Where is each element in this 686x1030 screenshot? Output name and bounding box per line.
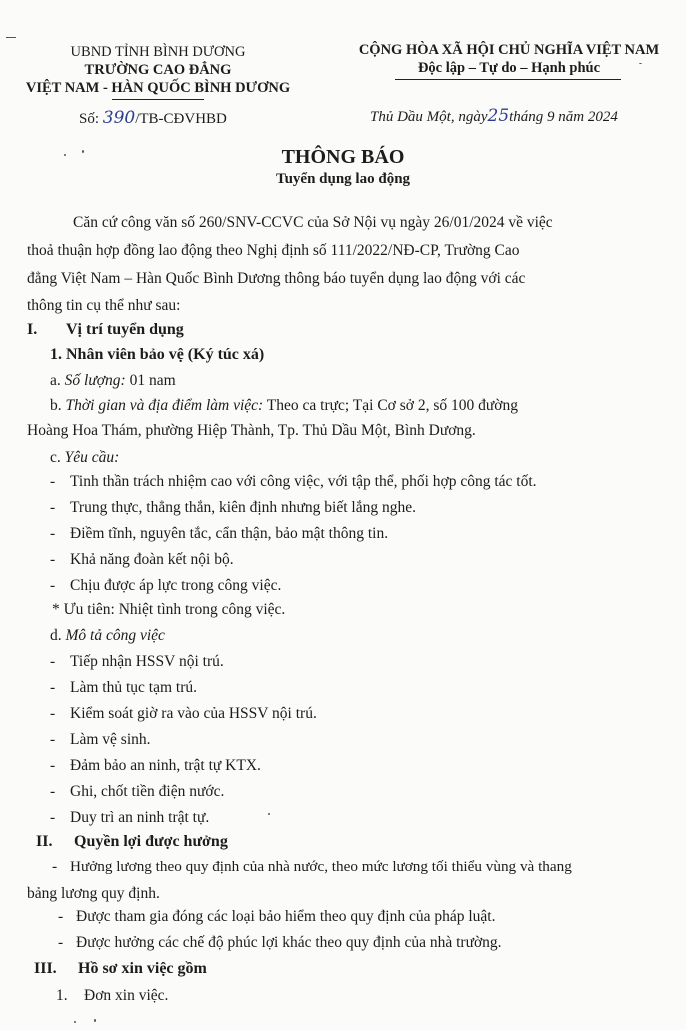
section-3-title: Hồ sơ xin việc gồm [78,960,207,977]
duty-item: Ghi, chốt tiền điện nước. [70,783,225,800]
duty-dash: - [50,757,56,774]
scan-speck [94,1019,96,1022]
duty-dash: - [50,679,56,696]
duty-dash: - [50,809,56,826]
benefit-item-1: Hưởng lương theo quy định của nhà nước, theo mức lương tối thiểu vùng và thang [70,858,572,875]
scan-speck [82,150,84,153]
document-item-1: Đơn xin việc. [84,987,169,1004]
section-1-number: I. [27,321,38,338]
benefit-dash: - [58,908,64,925]
scan-speck [64,154,66,156]
national-motto: Độc lập – Tự do – Hạnh phúc [417,60,601,76]
job-description-key: Mô tả công việc [65,627,165,644]
duty-item: Kiểm soát giờ ra vào của HSSV nội trú. [70,705,317,722]
page-subtitle: Tuyển dụng lao động [275,171,411,187]
work-time-key: Thời gian và địa điểm làm việc: [65,397,264,414]
handwritten-number: 390 [102,108,136,128]
requirement-dash: - [50,577,56,594]
agency-name: UBND TỈNH BÌNH DƯƠNG [70,44,246,60]
requirement-item: Tinh thần trách nhiệm cao với công việc, với tập thể, phối hợp công tác tốt. [70,473,537,490]
duty-item: Đảm bảo an ninh, trật tự KTX. [70,757,261,774]
position-title: 1. Nhân viên bảo vệ (Ký túc xá) [50,346,265,363]
work-time-row [50,396,518,416]
work-time-value: Theo ca trực; Tại Cơ sở 2, số 100 đường [266,397,518,414]
requirements-heading [50,448,119,468]
section-3-number: III. [34,960,57,977]
handwritten-day: 25 [487,106,510,126]
page-title: THÔNG BÁO [281,146,405,168]
intro-line-1: Căn cứ công văn số 260/SNV-CCVC của Sở Nội vụ ngày 26/01/2024 về việc [73,214,553,231]
section-1-title: Vị trí tuyển dụng [66,321,184,338]
quantity-key: Số lượng: [64,372,126,389]
duty-item: Làm thủ tục tạm trú. [70,679,197,696]
school-name-line2: VIỆT NAM - HÀN QUỐC BÌNH DƯƠNG [25,80,291,96]
work-time-label: b. [50,397,62,414]
duty-dash: - [50,731,56,748]
requirements-key: Yêu cầu: [64,449,120,466]
requirement-dash: - [50,473,56,490]
duty-dash: - [50,705,56,722]
quantity-label: a. [50,372,61,389]
benefit-dash: - [52,858,58,875]
work-place-line: Hoàng Hoa Thám, phường Hiệp Thành, Tp. Thủ Dầu Một, Bình Dương. [27,422,476,439]
section-2-title: Quyền lợi được hưởng [74,833,228,850]
scan-speck [639,63,642,64]
benefit-item-2: Được tham gia đóng các loại bảo hiểm theo quy định của pháp luật. [76,908,496,925]
duty-item: Duy trì an ninh trật tự. [70,809,210,826]
date-prefix: Thủ Dầu Một, ngày [370,109,488,125]
job-description-label: d. [50,627,62,644]
requirement-dash: - [50,551,56,568]
issue-date [370,106,618,126]
date-suffix: tháng 9 năm 2024 [509,109,618,125]
priority-note: * Ưu tiên: Nhiệt tình trong công việc. [52,601,286,618]
quantity-row [50,371,176,391]
school-name-line1: TRƯỜNG CAO ĐẲNG [84,62,232,78]
requirement-item: Trung thực, thẳng thắn, kiên định nhưng biết lắng nghe. [70,499,416,516]
country-name: CỘNG HÒA XÃ HỘI CHỦ NGHĨA VIỆT NAM [358,42,660,58]
duty-item: Tiếp nhận HSSV nội trú. [70,653,224,670]
header-right-underline [395,79,621,80]
duty-dash: - [50,783,56,800]
requirement-item: Chịu được áp lực trong công việc. [70,577,282,594]
intro-line-3: đẳng Việt Nam – Hàn Quốc Bình Dương thông báo tuyển dụng lao động với các [27,270,526,287]
document-item-number: 1. [56,987,68,1004]
header-left-underline [112,99,204,100]
requirement-item: Điềm tĩnh, nguyên tắc, cẩn thận, bảo mật thông tin. [70,525,389,542]
benefit-item-1-cont: bảng lương quy định. [27,885,160,902]
document-number [79,108,227,128]
job-description-heading [50,626,165,646]
duty-item: Làm vệ sinh. [70,731,151,748]
scan-speck [74,1021,76,1023]
quantity-value: 01 nam [129,372,176,389]
requirement-dash: - [50,525,56,542]
scan-speck [268,813,270,815]
duty-dash: - [50,653,56,670]
requirement-item: Khả năng đoàn kết nội bộ. [70,551,234,568]
number-suffix: /TB-CĐVHBD [135,111,227,127]
requirement-dash: - [50,499,56,516]
number-prefix: Số: [79,111,100,127]
benefit-item-3: Được hưởng các chế độ phúc lợi khác theo quy định của nhà trường. [76,934,502,951]
benefit-dash: - [58,934,64,951]
intro-line-4: thông tin cụ thể như sau: [27,297,181,314]
section-2-number: II. [36,833,53,850]
intro-line-2: thoả thuận hợp đồng lao động theo Nghị định số 111/2022/NĐ-CP, Trường Cao [27,242,520,259]
requirements-label: c. [50,449,61,466]
scan-mark [6,37,16,38]
